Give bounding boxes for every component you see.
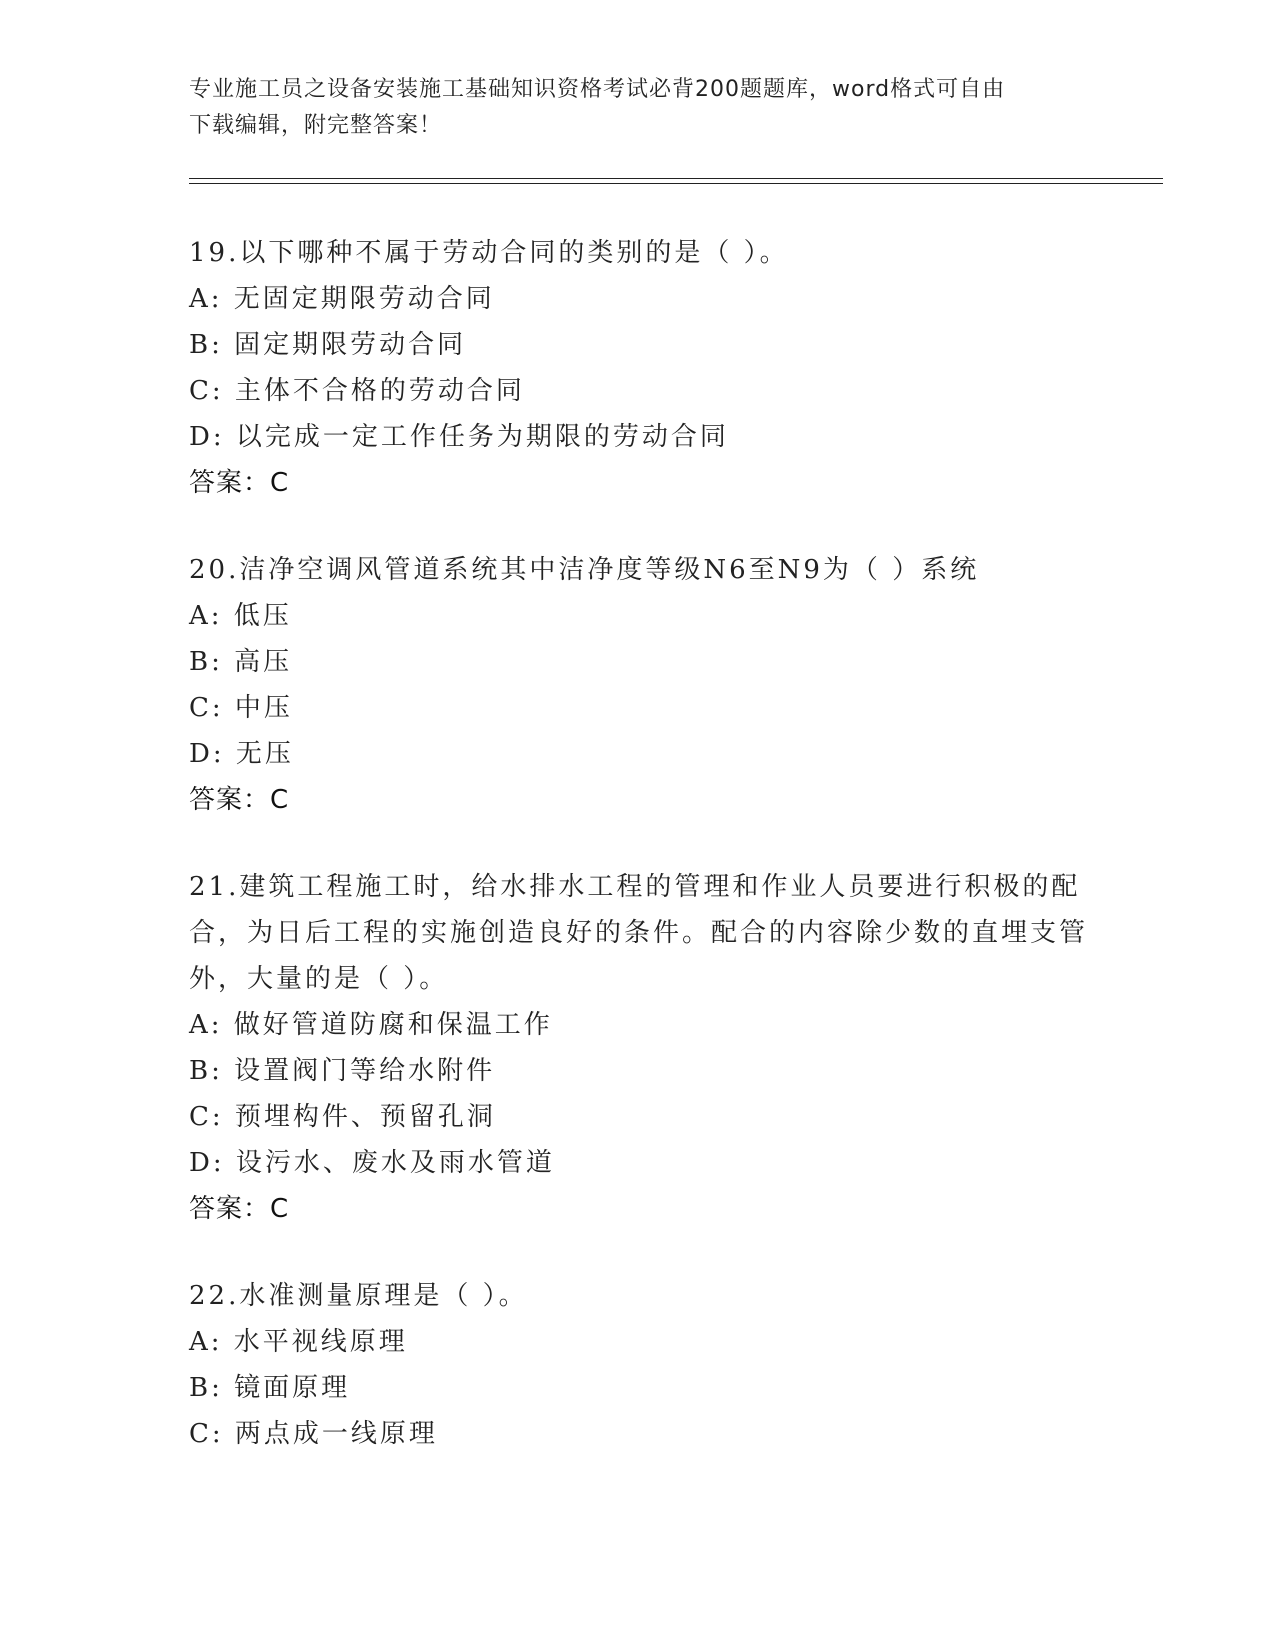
option-a: A: 无固定期限劳动合同 <box>189 284 495 314</box>
option-c: C: 预埋构件、预留孔洞 <box>189 1102 496 1132</box>
option-d: D: 以完成一定工作任务为期限的劳动合同 <box>189 422 729 452</box>
answer: 答案：C <box>189 1194 290 1224</box>
question-21 <box>189 864 1089 1232</box>
question-stem: 22.水准测量原理是（ ）。 <box>189 1281 528 1311</box>
option-a: A: 水平视线原理 <box>189 1327 408 1357</box>
header-divider-bottom <box>189 183 1163 184</box>
option-c: C: 中压 <box>189 693 293 723</box>
question-22 <box>189 1273 1089 1457</box>
question-19 <box>189 230 1089 506</box>
answer: 答案：C <box>189 468 290 498</box>
header-line-2: 下载编辑，附完整答案！ <box>189 113 443 138</box>
option-a: A: 做好管道防腐和保温工作 <box>189 1010 553 1040</box>
option-b: B: 高压 <box>189 647 293 677</box>
answer: 答案：C <box>189 785 290 815</box>
option-b: B: 镜面原理 <box>189 1373 351 1403</box>
question-stem: 20.洁净空调风管道系统其中洁净度等级N6至N9为（ ）系统 <box>189 555 980 585</box>
option-c: C: 主体不合格的劳动合同 <box>189 376 525 406</box>
header-line-1: 专业施工员之设备安装施工基础知识资格考试必背200题题库，word格式可自由 <box>189 77 1006 102</box>
question-20 <box>189 547 1089 823</box>
option-a: A: 低压 <box>189 601 292 631</box>
question-stem: 19.以下哪种不属于劳动合同的类别的是（ ）。 <box>189 238 789 268</box>
header-divider-top <box>189 178 1163 179</box>
option-d: D: 设污水、废水及雨水管道 <box>189 1148 555 1178</box>
option-b: B: 固定期限劳动合同 <box>189 330 467 360</box>
document-header <box>189 72 1089 144</box>
option-d: D: 无压 <box>189 739 294 769</box>
option-c: C: 两点成一线原理 <box>189 1419 438 1449</box>
option-b: B: 设置阀门等给水附件 <box>189 1056 496 1086</box>
question-stem: 21.建筑工程施工时，给水排水工程的管理和作业人员要进行积极的配合，为日后工程的实施创造良好的条件。配合的内容除少数的直埋支管外，大量的是（ ）。 <box>189 872 1089 994</box>
